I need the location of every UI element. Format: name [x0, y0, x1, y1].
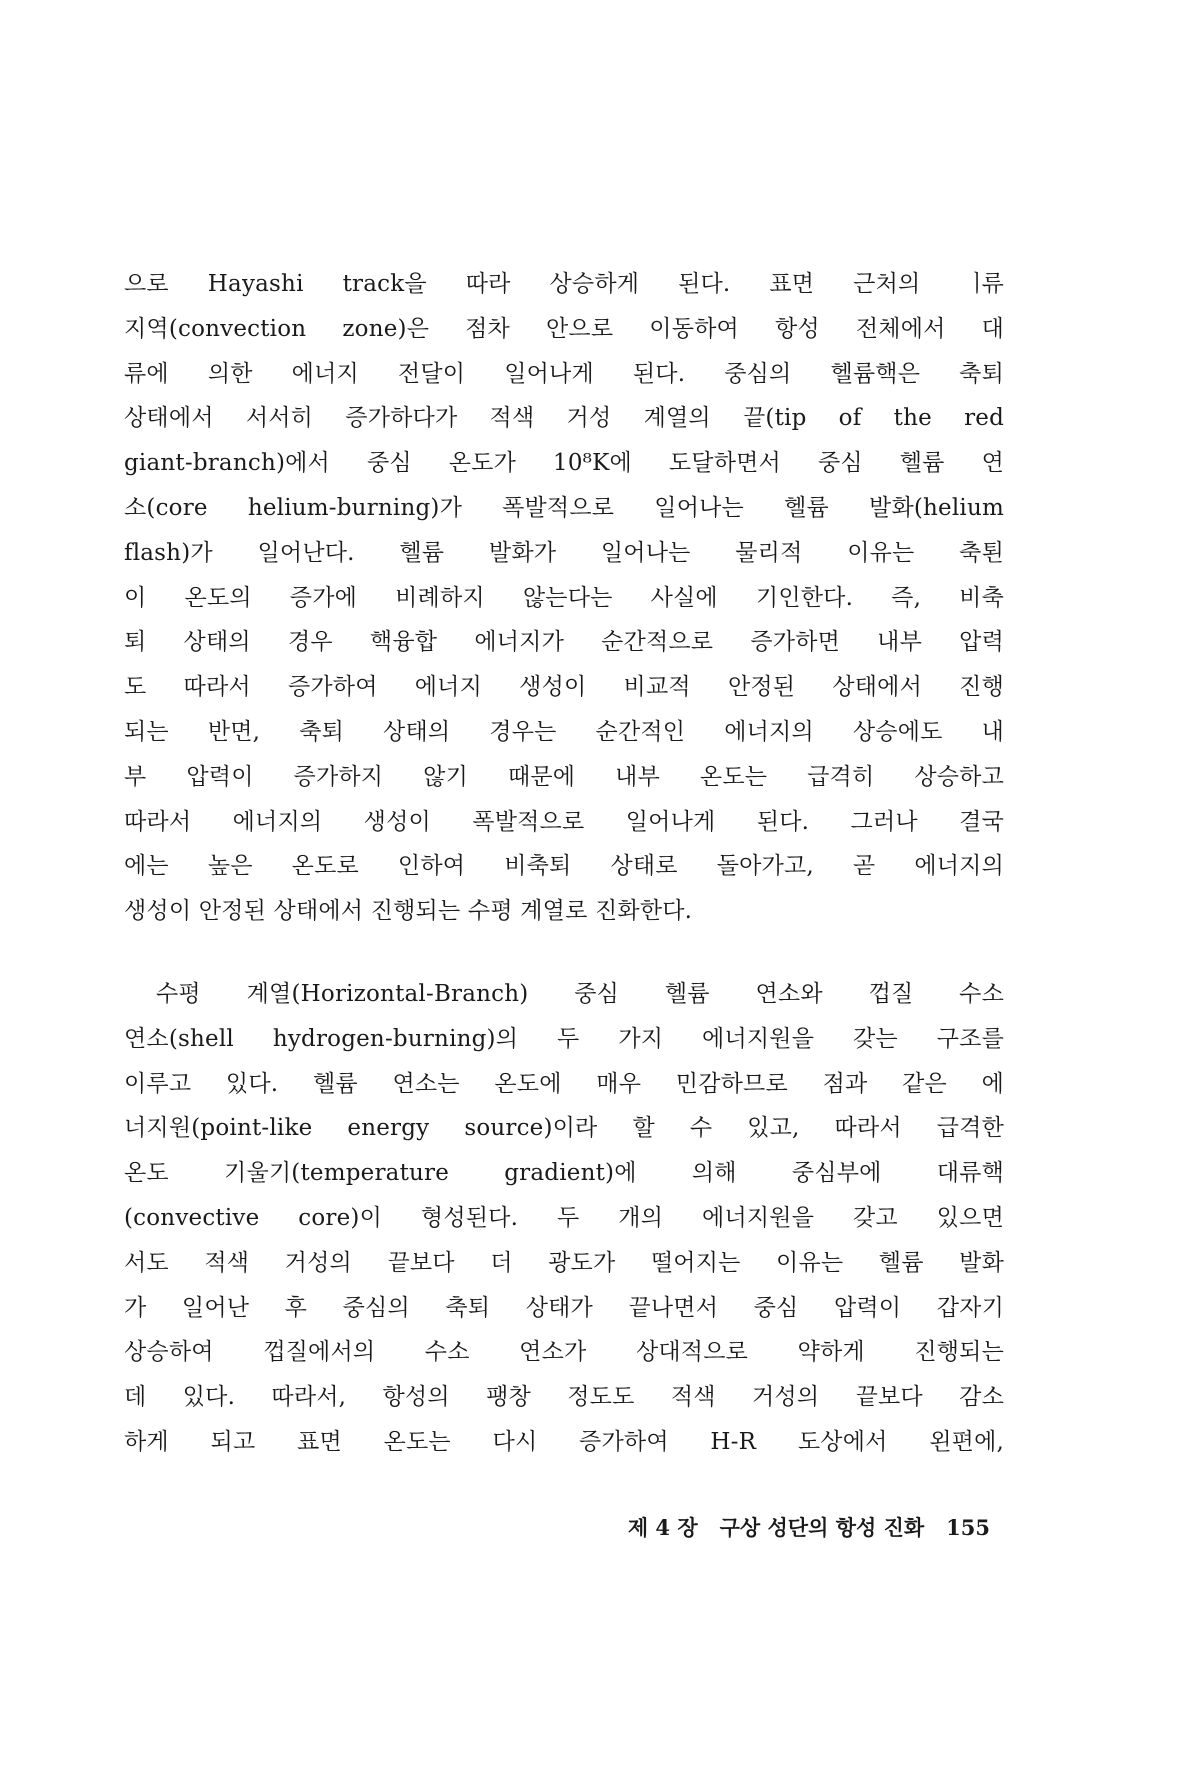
text-line: 데 있다. 따라서, 항성의 팽창 정도도 적색 거성의 끝보다 감소	[124, 1384, 1004, 1411]
chapter-title: 구상 성단의 항성 진화	[719, 1515, 925, 1540]
text-line: giant-branch)에서 중심 온도가 10⁸K에 도달하면서 중심 헬륨 연	[124, 450, 1004, 477]
text-line: 하게 되고 표면 온도는 다시 증가하여 H-R 도상에서 왼편에,	[124, 1428, 1004, 1455]
text-line: 되는 반면, 축퇴 상태의 경우는 순간적인 에너지의 상승에도 내	[124, 718, 1004, 745]
text-line: 온도 기울기(temperature gradient)에 의해 중심부에 대류핵	[124, 1160, 1004, 1187]
text-line: 류에 의한 에너지 전달이 일어나게 된다. 중심의 헬륨핵은 축퇴	[124, 360, 1004, 387]
text-line: 이루고 있다. 헬륨 연소는 온도에 매우 민감하므로 점과 같은 에	[124, 1070, 1004, 1097]
text-line: 수평 계열(Horizontal-Branch) 중심 헬륨 연소와 껍질 수소	[156, 981, 1004, 1007]
page-number: 155	[946, 1515, 990, 1540]
page-footer	[560, 1512, 990, 1542]
text-line: 생성이 안정된 상태에서 진행되는 수평 계열로 진화한다.	[124, 898, 693, 925]
text-line: 도 따라서 증가하여 에너지 생성이 비교적 안정된 상태에서 진행	[124, 674, 1004, 701]
paragraph-1	[124, 262, 1004, 934]
text-line: 연소(shell hydrogen-burning)의 두 가지 에너지원을 갖는 구조를	[124, 1025, 1004, 1052]
text-line: 퇴 상태의 경우 핵융합 에너지가 순간적으로 증가하면 내부 압력	[124, 629, 1004, 656]
text-line: 으로 Hayashi track을 따라 상승하게 된다. 표면 근처의 ᅟᅵ류	[124, 271, 1004, 297]
paragraph-2	[124, 972, 1004, 1465]
text-line: 상태에서 서서히 증가하다가 적색 거성 계열의 끝(tip of the red	[124, 405, 1004, 432]
text-line: 상승하여 껍질에서의 수소 연소가 상대적으로 약하게 진행되는	[124, 1339, 1004, 1366]
text-line: 부 압력이 증가하지 않기 때문에 내부 온도는 급격히 상승하고	[124, 763, 1004, 790]
text-line: 가 일어난 후 중심의 축퇴 상태가 끝나면서 중심 압력이 갑자기	[124, 1294, 1004, 1321]
text-line: flash)가 일어난다. 헬륨 발화가 일어나는 물리적 이유는 축퇸	[124, 539, 1004, 566]
text-line: 지역(convection zone)은 점차 안으로 이동하여 항성 전체에서 대	[124, 315, 1004, 342]
text-line: (convective core)이 형성된다. 두 개의 에너지원을 갖고 있으면	[124, 1204, 1004, 1231]
text-line: 너지원(point-like energy source)이라 할 수 있고, 따라서 급격한	[124, 1115, 1004, 1142]
chapter-label: 제 4 장	[627, 1515, 698, 1540]
text-line: 따라서 에너지의 생성이 폭발적으로 일어나게 된다. 그러나 결국	[124, 808, 1004, 835]
text-line: 소(core helium-burning)가 폭발적으로 일어나는 헬륨 발화(helium	[124, 494, 1004, 521]
text-line: 이 온도의 증가에 비례하지 않는다는 사실에 기인한다. 즉, 비축	[124, 584, 1004, 611]
text-line: 서도 적색 거성의 끝보다 더 광도가 떨어지는 이유는 헬륨 발화	[124, 1249, 1004, 1276]
text-line: 에는 높은 온도로 인하여 비축퇴 상태로 돌아가고, 곧 에너지의	[124, 853, 1004, 880]
